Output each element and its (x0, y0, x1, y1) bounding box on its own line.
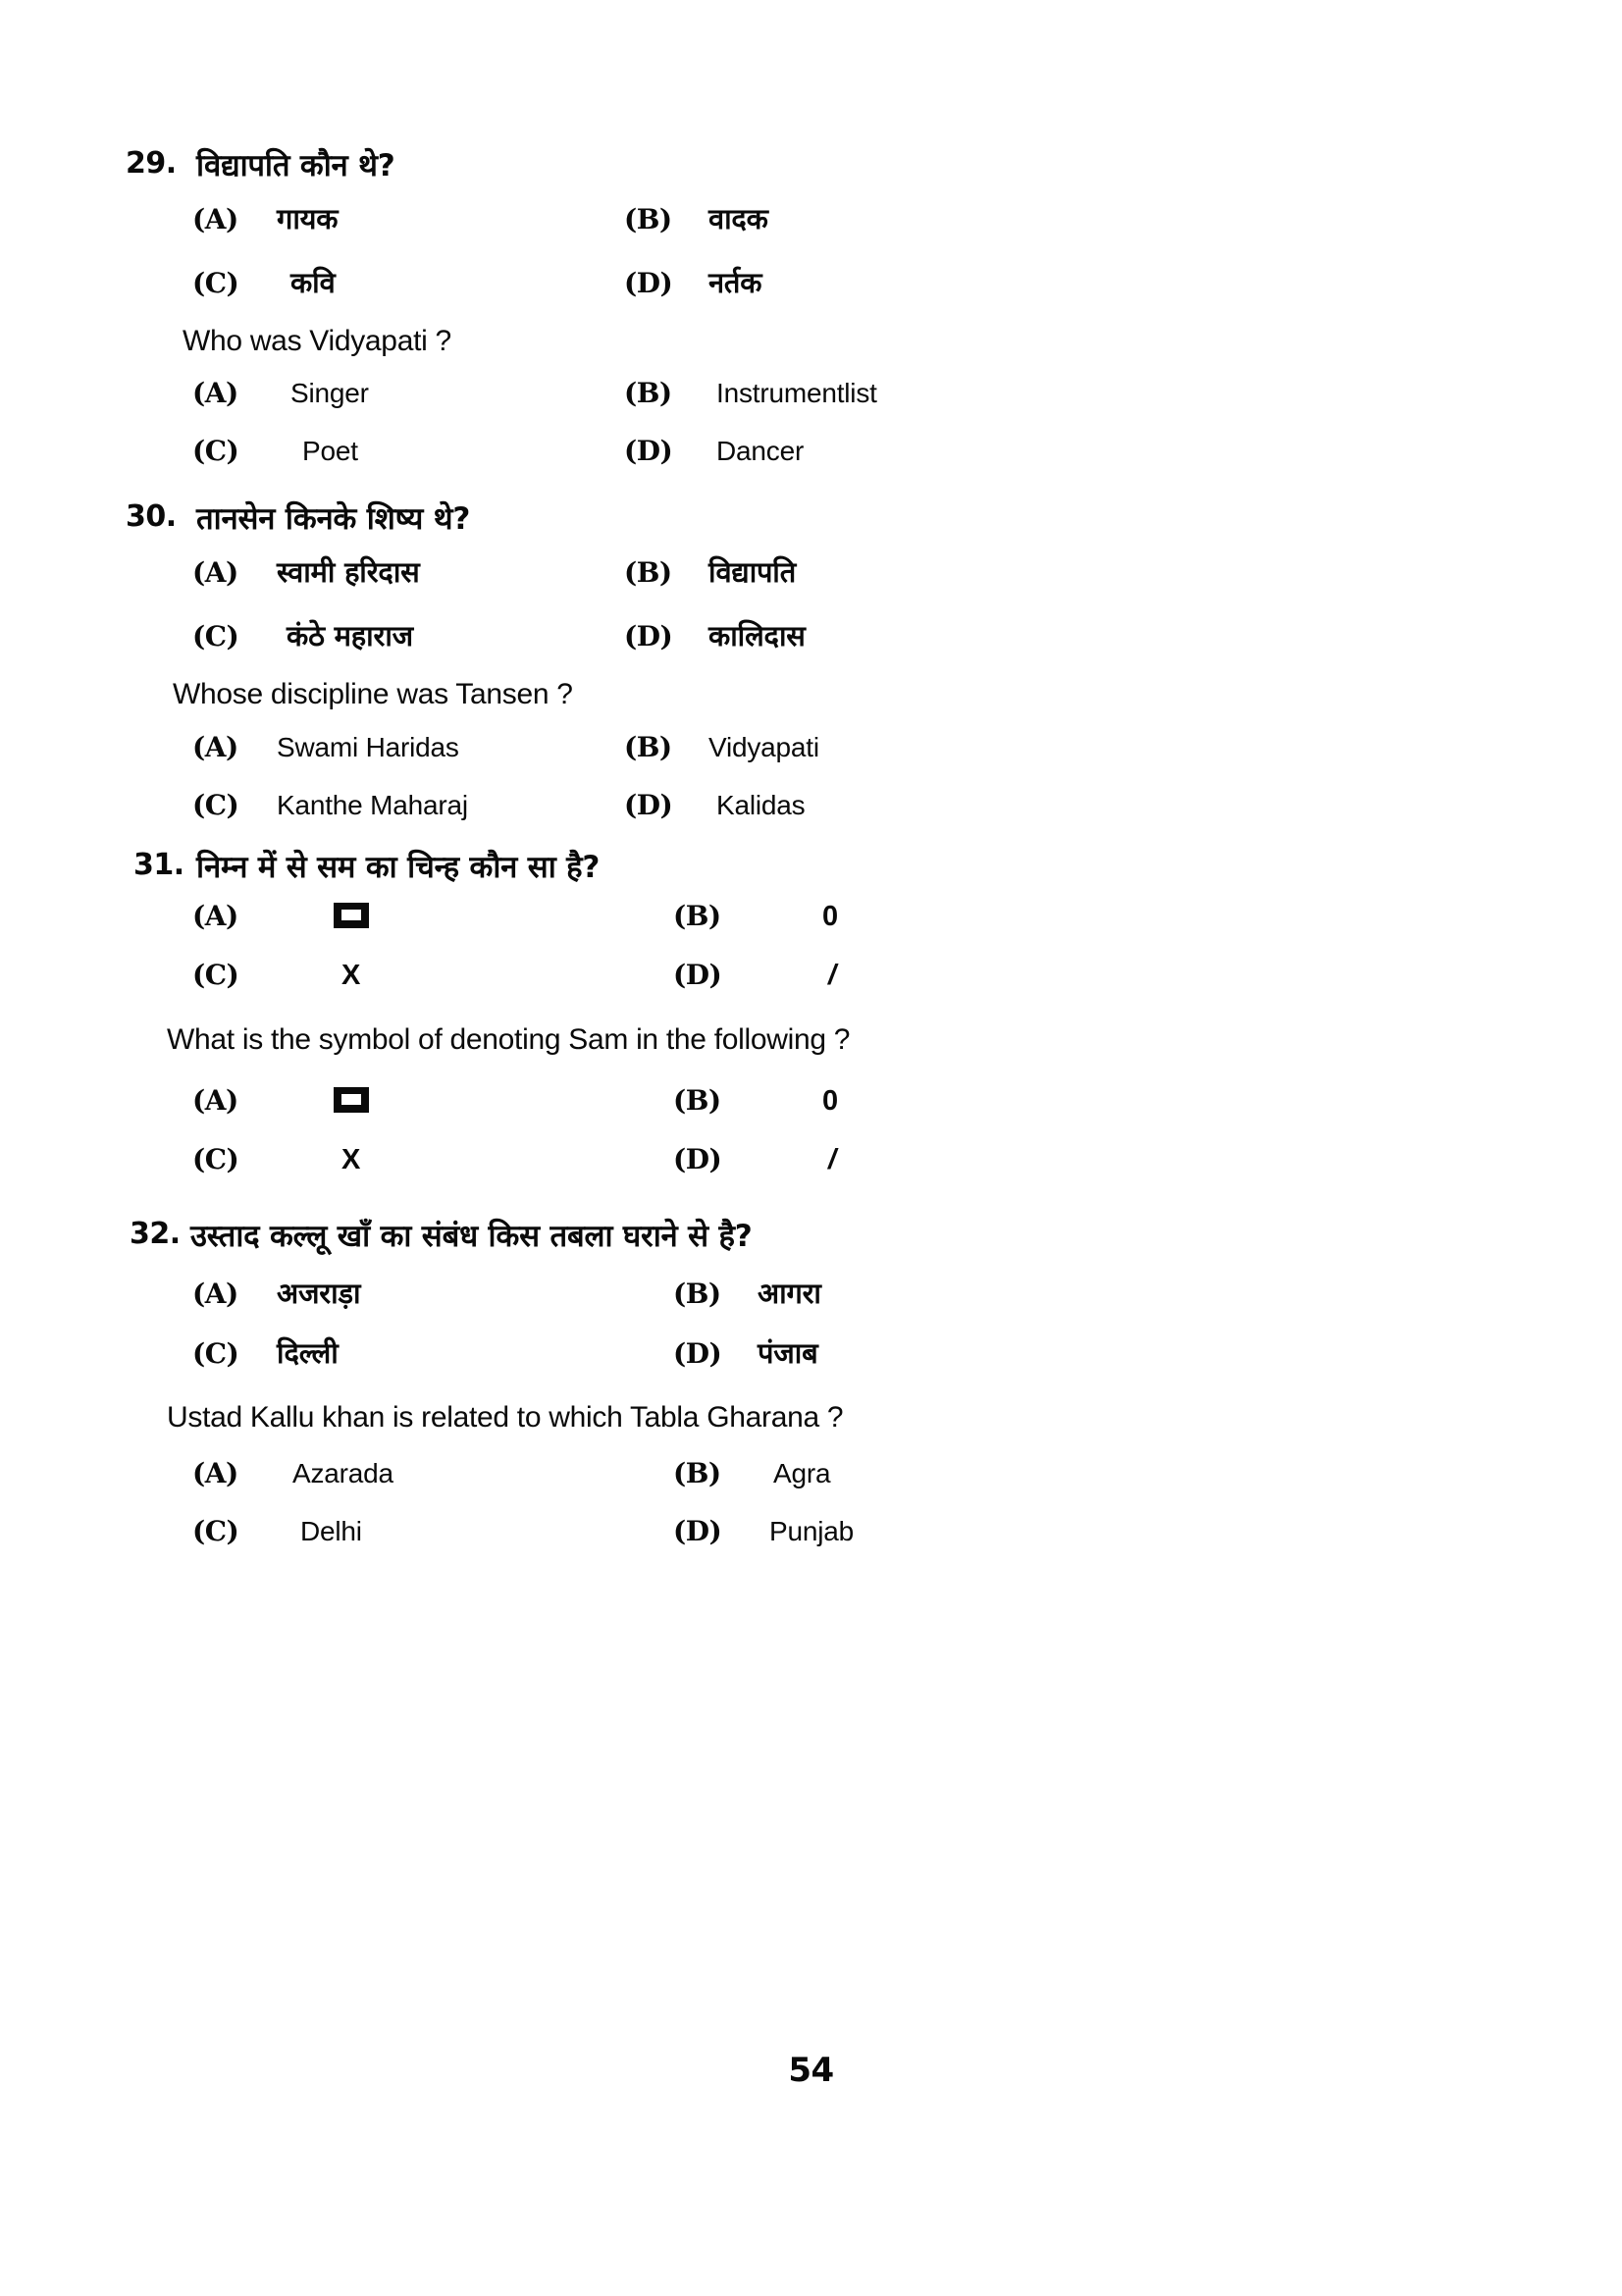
question-31-options-english (183, 1084, 1499, 1176)
option-value-d: कालिदास (708, 619, 806, 652)
option-value-b: 0 (822, 901, 839, 933)
option-29-en-c[interactable] (183, 435, 624, 467)
option-32-en-b[interactable] (673, 1457, 1499, 1489)
option-label-c: (C) (192, 266, 239, 299)
option-value-c: कंठे महाराज (287, 619, 413, 652)
option-value-a: Singer (290, 378, 369, 409)
option-29-hi-d[interactable] (624, 263, 1499, 301)
option-29-en-b[interactable] (624, 377, 1499, 409)
option-value-d: पंजाब (758, 1335, 818, 1370)
option-label-a: (A) (192, 730, 238, 763)
option-label-a: (A) (192, 202, 238, 235)
option-value-c: Delhi (300, 1516, 362, 1546)
question-31-text-hindi: निम्न में से सम का चिन्ह कौन सा है? (196, 849, 601, 885)
question-31-options-hindi (183, 900, 1499, 992)
option-label-c: (C) (192, 959, 239, 992)
option-31-hi-c[interactable] (183, 959, 673, 992)
option-31-hi-b[interactable] (673, 900, 1499, 933)
question-32-text-english: Ustad Kallu khan is related to which Tabla Gharana ? (167, 1400, 844, 1434)
option-value-a: स्वामी हरिदास (277, 555, 420, 589)
option-label-d: (D) (624, 620, 673, 652)
option-label-a: (A) (192, 1083, 238, 1117)
question-31-heading (133, 849, 1499, 887)
option-30-hi-a[interactable] (183, 552, 624, 591)
option-label-c: (C) (192, 788, 239, 821)
option-30-en-d[interactable] (624, 789, 1499, 821)
option-value-d: Dancer (716, 436, 805, 467)
option-29-hi-c[interactable] (183, 263, 624, 301)
question-29-text-english: Who was Vidyapati ? (183, 324, 451, 357)
question-31 (126, 849, 1499, 1176)
option-32-hi-b[interactable] (673, 1274, 1499, 1312)
question-29-options-hindi (183, 199, 1499, 301)
option-value-d: नर्तक (708, 265, 762, 299)
option-label-b: (B) (624, 556, 672, 589)
question-30-text-hindi: तानसेन किनके शिष्य थे? (196, 501, 471, 538)
option-32-en-c[interactable] (183, 1515, 673, 1547)
option-label-c: (C) (192, 435, 239, 468)
option-value-b: विद्यापति (708, 555, 797, 589)
option-value-a: Azarada (292, 1458, 393, 1488)
option-29-hi-a[interactable] (183, 199, 624, 237)
option-label-d: (D) (624, 435, 673, 468)
option-32-hi-d[interactable] (673, 1333, 1499, 1372)
option-value-b: आगरा (758, 1276, 821, 1310)
option-value-c: दिल्ली (277, 1335, 339, 1370)
option-30-en-b[interactable] (624, 731, 1499, 763)
sam-rectangle-icon (277, 1085, 369, 1118)
option-29-en-a[interactable] (183, 377, 624, 409)
option-value-d: / (828, 960, 837, 992)
option-value-c: कवि (290, 265, 336, 299)
option-29-en-d[interactable] (624, 435, 1499, 467)
option-value-a: गायक (277, 201, 339, 235)
option-value-b: Agra (773, 1458, 831, 1488)
option-label-b: (B) (624, 730, 672, 763)
option-label-d: (D) (673, 1515, 722, 1547)
question-30-text-english: Whose discipline was Tansen ? (173, 678, 573, 710)
option-29-hi-b[interactable] (624, 199, 1499, 237)
question-32 (126, 1218, 1499, 1547)
option-value-c: X (341, 960, 361, 992)
question-29 (126, 147, 1499, 467)
option-31-hi-d[interactable] (673, 959, 1499, 992)
option-label-b: (B) (624, 202, 672, 235)
question-30-number: 30. (126, 499, 177, 535)
page-number: 54 (788, 2051, 834, 2090)
option-value-a: अजराड़ा (277, 1276, 361, 1310)
question-32-options-hindi (183, 1274, 1499, 1372)
option-label-d: (D) (673, 1142, 722, 1175)
question-32-text-hindi: उस्ताद कल्लू खाँ का संबंध किस तबला घराने से है? (190, 1218, 753, 1254)
question-32-number: 32. (130, 1216, 181, 1251)
option-value-b: वादक (708, 201, 768, 235)
question-30 (126, 500, 1499, 820)
option-label-b: (B) (673, 900, 721, 933)
option-value-b: Instrumentlist (716, 378, 877, 409)
option-label-a: (A) (192, 377, 238, 410)
option-31-en-a[interactable] (183, 1084, 673, 1118)
sam-rectangle-icon (277, 901, 369, 933)
option-label-b: (B) (673, 1083, 721, 1117)
option-value-b: Vidyapati (708, 731, 819, 762)
question-30-options-hindi (183, 552, 1499, 654)
option-label-c: (C) (192, 620, 239, 652)
option-30-hi-d[interactable] (624, 616, 1499, 654)
option-label-c: (C) (192, 1142, 239, 1175)
option-value-d: Kalidas (716, 789, 806, 820)
option-label-b: (B) (624, 377, 672, 410)
option-30-en-c[interactable] (183, 789, 624, 821)
option-31-en-b[interactable] (673, 1084, 1499, 1118)
option-value-a: Swami Haridas (277, 731, 459, 762)
question-30-options-english (183, 731, 1499, 821)
question-30-heading (126, 500, 1499, 539)
option-32-en-d[interactable] (673, 1515, 1499, 1547)
question-29-options-english (183, 377, 1499, 467)
option-label-c: (C) (192, 1515, 239, 1547)
question-32-heading (130, 1218, 1499, 1256)
option-value-d: Punjab (769, 1516, 854, 1546)
option-31-en-c[interactable] (183, 1143, 673, 1176)
option-label-a: (A) (192, 1277, 238, 1310)
option-31-hi-a[interactable] (183, 900, 673, 933)
option-value-d: / (828, 1143, 837, 1175)
option-label-c: (C) (192, 1336, 239, 1370)
option-label-b: (B) (673, 1277, 721, 1310)
option-label-a: (A) (192, 556, 238, 589)
option-31-en-d[interactable] (673, 1143, 1499, 1176)
option-label-d: (D) (624, 788, 673, 821)
option-30-hi-b[interactable] (624, 552, 1499, 591)
question-29-number: 29. (126, 146, 177, 181)
option-label-d: (D) (624, 266, 673, 299)
question-32-options-english (183, 1457, 1499, 1547)
option-label-d: (D) (673, 959, 722, 992)
option-value-c: Kanthe Maharaj (277, 789, 468, 820)
option-label-a: (A) (192, 900, 238, 933)
option-30-hi-c[interactable] (183, 616, 624, 654)
option-30-en-a[interactable] (183, 731, 624, 763)
option-32-hi-c[interactable] (183, 1333, 673, 1372)
option-32-en-a[interactable] (183, 1457, 673, 1489)
option-value-b: 0 (822, 1084, 839, 1117)
question-list (126, 147, 1499, 1547)
option-32-hi-a[interactable] (183, 1274, 673, 1312)
question-29-heading (126, 147, 1499, 185)
option-label-b: (B) (673, 1457, 721, 1489)
question-31-text-english: What is the symbol of denoting Sam in the following ? (167, 1023, 851, 1057)
option-label-a: (A) (192, 1457, 238, 1489)
option-value-c: Poet (302, 436, 358, 467)
question-29-text-hindi: विद्यापति कौन थे? (196, 148, 395, 183)
option-value-c: X (341, 1143, 361, 1175)
question-31-number: 31. (133, 847, 184, 882)
option-label-d: (D) (673, 1336, 722, 1370)
